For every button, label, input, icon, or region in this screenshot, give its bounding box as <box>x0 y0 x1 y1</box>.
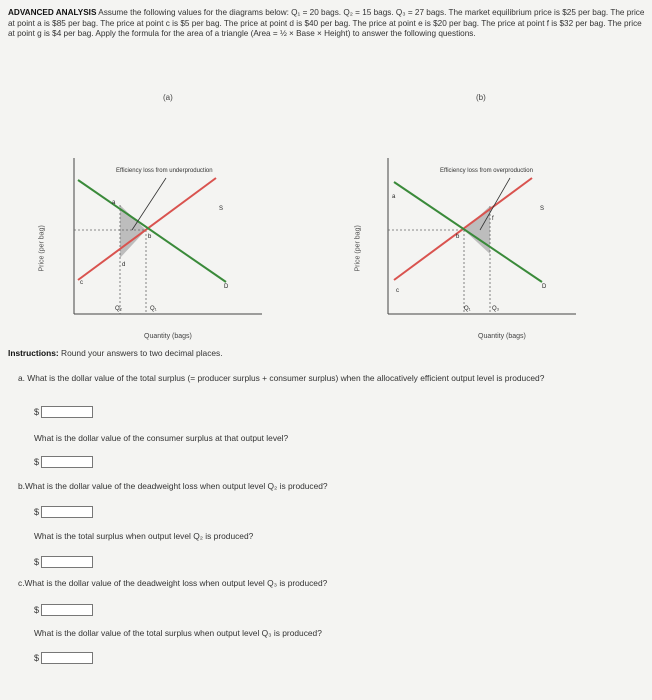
supply-label-a: S <box>219 206 224 212</box>
instructions-bold: Instructions: <box>8 348 59 358</box>
intro-heading: ADVANCED ANALYSIS <box>8 8 97 17</box>
intro-text: Assume the following values for the diagrams below: Q₁ = 20 bags. Q₂ = 15 bags. Q₃ = 27 bags. The market equilibrium price is $25 per bag. The price at point a is $85 per bag. The price at point c is $5 per bag. The price at point d is $40 per bag. The price at point e is $20 per bag. The price at point f is $32 per bag. The price at point g is $4 per bag. Apply the formula for the area of a triangle (Area = ½ × Base × Height) to answer the following questions. <box>8 8 645 38</box>
diagram-a-ylabel: Price (per bag) <box>38 225 46 272</box>
diagram-b-svg <box>380 158 576 318</box>
supply-label-b: S <box>540 206 545 212</box>
deadweight-triangle-b <box>464 206 490 254</box>
question-a2: What is the dollar value of the consumer surplus at that output level? <box>34 433 289 443</box>
question-a1: a. What is the dollar value of the total surplus (= producer surplus + consumer surplus) when the allocatively efficient output level is produced? <box>18 373 545 383</box>
answer-row-a2 <box>34 456 93 468</box>
question-b2: What is the total surplus when output level Q₂ is produced? <box>34 531 254 541</box>
dollar-sign: $ <box>34 457 40 467</box>
diagram-b-label: (b) <box>476 93 486 102</box>
q1-label-b: Q₁ <box>464 306 471 312</box>
question-c2: What is the dollar value of the total surplus when output level Q₃ is produced? <box>34 628 322 638</box>
answer-row-b2 <box>34 556 93 568</box>
demand-curve-a <box>78 180 226 282</box>
answer-input-c1[interactable] <box>41 604 93 616</box>
point-a-label: a <box>112 200 116 206</box>
demand-label-a: D <box>224 284 229 290</box>
q3-label-b: Q₃ <box>492 306 500 312</box>
instructions <box>8 348 223 359</box>
dollar-sign: $ <box>34 507 40 517</box>
point-b-label: b <box>456 234 460 240</box>
diagram-b-ylabel: Price (per bag) <box>354 225 362 272</box>
diagram-a-svg <box>66 158 262 318</box>
answer-input-a1[interactable] <box>41 406 93 418</box>
demand-curve-b <box>394 182 545 282</box>
answer-row-c1 <box>34 604 93 616</box>
point-c-label: c <box>80 280 83 286</box>
diagram-a-xlabel: Quantity (bags) <box>144 333 192 340</box>
point-b-label: b <box>148 234 152 240</box>
answer-row-a1 <box>34 406 93 418</box>
answer-input-b1[interactable] <box>41 506 93 518</box>
diagram-a <box>66 158 262 323</box>
diagram-b <box>380 158 576 323</box>
dollar-sign: $ <box>34 557 40 567</box>
diagram-a-label: (a) <box>163 93 173 102</box>
point-f-label: f <box>492 216 494 222</box>
question-c1: c.What is the dollar value of the deadweight loss when output level Q₃ is produced? <box>18 578 328 588</box>
point-c-label: c <box>396 288 399 294</box>
q1-label-a: Q₁ <box>150 306 157 312</box>
point-a-label: a <box>392 194 396 200</box>
q2-label-a: Q₂ <box>115 306 122 312</box>
answer-input-b2[interactable] <box>41 556 93 568</box>
answer-row-b1 <box>34 506 93 518</box>
dollar-sign: $ <box>34 605 40 615</box>
pointer-line-b <box>480 178 510 230</box>
dollar-sign: $ <box>34 407 40 417</box>
diagram-b-xlabel: Quantity (bags) <box>478 333 526 340</box>
diagram-b-title: Efficiency loss from overproduction <box>440 168 533 174</box>
instructions-text: Round your answers to two decimal places. <box>58 348 223 358</box>
diagram-a-title: Efficiency loss from underproduction <box>116 168 213 174</box>
demand-label-b: D <box>542 284 547 290</box>
point-d-label: d <box>122 262 126 268</box>
question-b1: b.What is the dollar value of the deadweight loss when output level Q₂ is produced? <box>18 481 328 491</box>
answer-input-c2[interactable] <box>41 652 93 664</box>
dollar-sign: $ <box>34 653 40 663</box>
answer-row-c2 <box>34 652 93 664</box>
pointer-line-a <box>132 178 166 230</box>
answer-input-a2[interactable] <box>41 456 93 468</box>
problem-intro <box>8 8 646 40</box>
